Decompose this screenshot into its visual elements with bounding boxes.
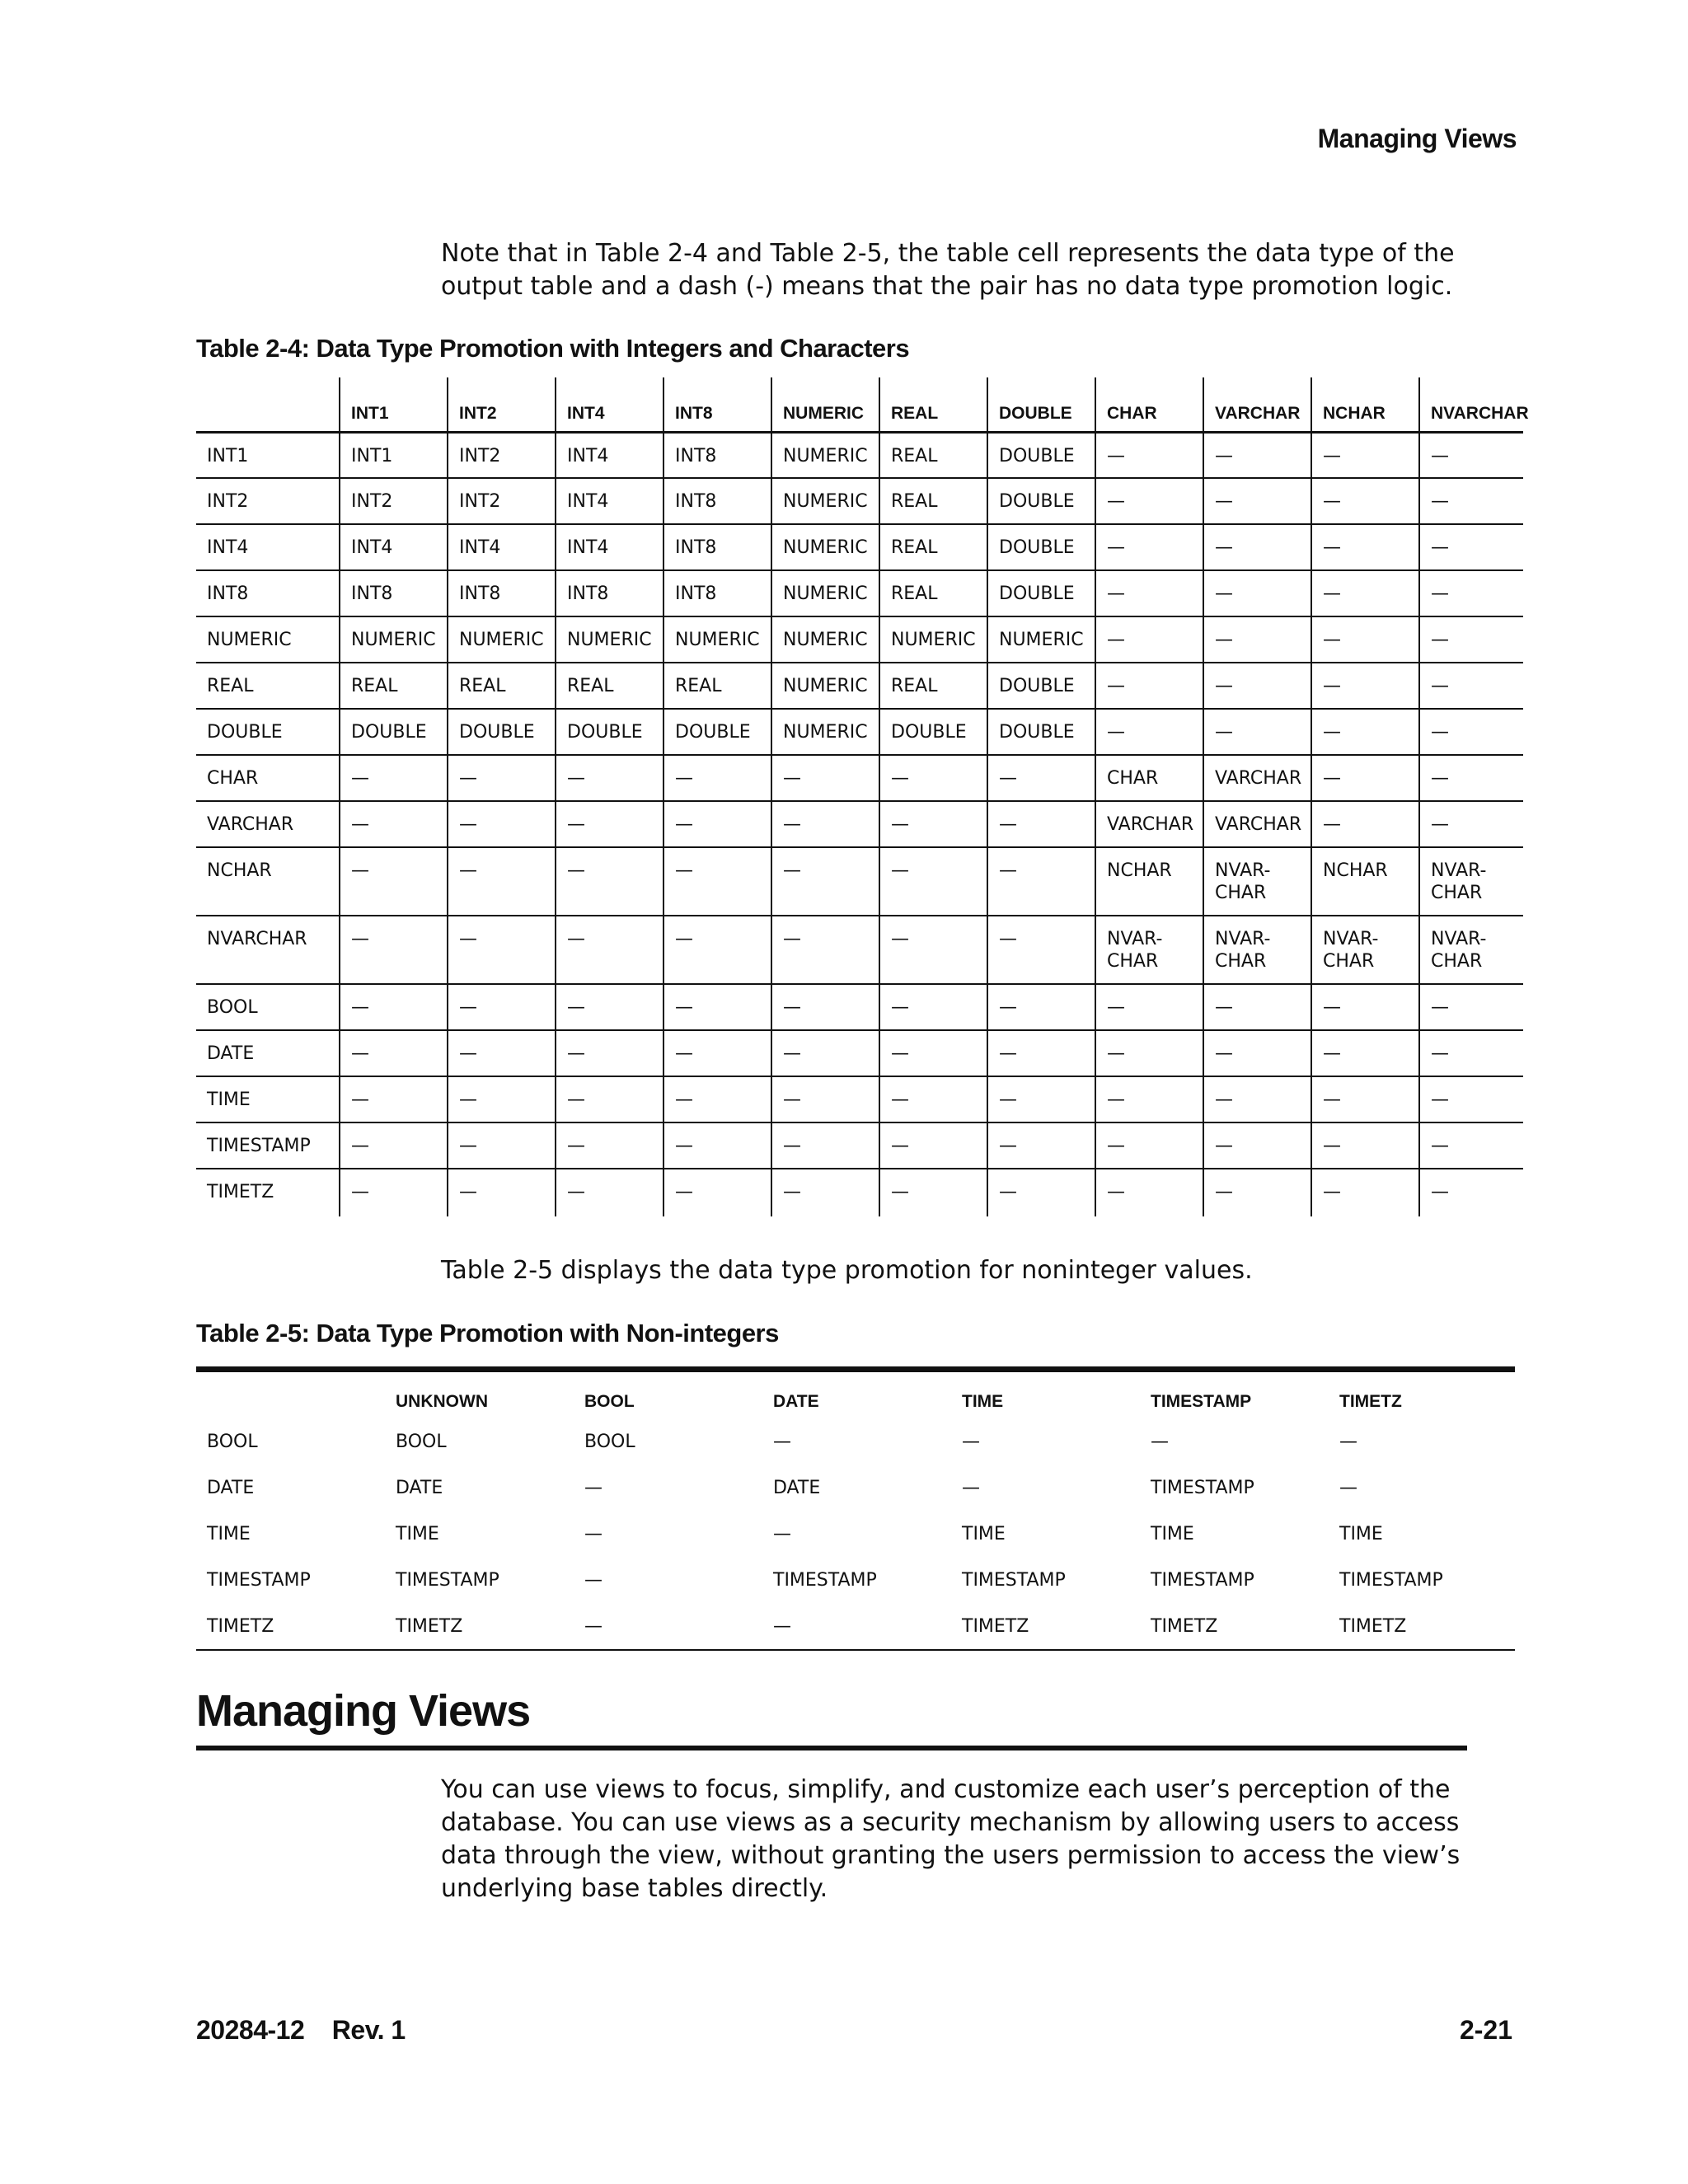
column-header: NCHAR bbox=[1311, 377, 1419, 432]
intro-paragraph: Note that in Table 2-4 and Table 2-5, the table cell represents the data type of the output table and a dash (-) means that the pair has no data type promotion logic. bbox=[441, 239, 1455, 301]
table-cell: — bbox=[879, 755, 987, 801]
table-cell: — bbox=[448, 755, 556, 801]
table-cell: — bbox=[1095, 478, 1203, 524]
table-cell: — bbox=[1419, 801, 1523, 847]
table-cell: DOUBLE bbox=[556, 709, 663, 755]
table-cell: VARCHAR bbox=[1203, 801, 1311, 847]
table-cell: NVAR- CHAR bbox=[1419, 916, 1523, 984]
column-header: TIMESTAMP bbox=[1151, 1392, 1252, 1411]
table-cell: — bbox=[879, 801, 987, 847]
table-2-5 bbox=[196, 1366, 1515, 1651]
table-row bbox=[196, 1465, 1515, 1511]
table-cell: — bbox=[556, 847, 663, 916]
column-header: INT8 bbox=[663, 377, 771, 432]
table-cell: — bbox=[879, 847, 987, 916]
table-cell: DOUBLE bbox=[987, 709, 1095, 755]
table-cell: — bbox=[1151, 1431, 1169, 1452]
table-row bbox=[196, 801, 1523, 847]
table-cell: TIMESTAMP bbox=[773, 1569, 877, 1591]
table-row bbox=[196, 1169, 1523, 1216]
table-cell: — bbox=[556, 1122, 663, 1169]
table-cell: — bbox=[1095, 709, 1203, 755]
table-cell: TIME bbox=[962, 1523, 1006, 1544]
table-cell: — bbox=[1311, 478, 1419, 524]
table-cell: NUMERIC bbox=[556, 616, 663, 663]
section-rule bbox=[196, 1746, 1467, 1750]
table-cell: — bbox=[340, 801, 448, 847]
table-cell: — bbox=[340, 984, 448, 1030]
table-cell: — bbox=[1095, 984, 1203, 1030]
table-cell: INT4 bbox=[556, 524, 663, 570]
table-cell: DOUBLE bbox=[879, 709, 987, 755]
table-cell: REAL bbox=[663, 663, 771, 709]
table-row bbox=[196, 1030, 1523, 1076]
table-cell: INT8 bbox=[663, 570, 771, 616]
table-cell: INT8 bbox=[448, 570, 556, 616]
table-cell: — bbox=[1311, 801, 1419, 847]
column-header: BOOL bbox=[584, 1392, 635, 1411]
column-header: TIMETZ bbox=[1339, 1392, 1402, 1411]
table-cell: — bbox=[663, 1169, 771, 1216]
table-cell: NUMERIC bbox=[340, 616, 448, 663]
table-cell: — bbox=[663, 916, 771, 984]
table-cell: — bbox=[771, 1076, 879, 1122]
table-cell: — bbox=[771, 1169, 879, 1216]
table-cell: — bbox=[584, 1477, 603, 1498]
table-cell: — bbox=[340, 755, 448, 801]
table-cell: — bbox=[879, 1076, 987, 1122]
row-header-cell: TIMESTAMP bbox=[207, 1569, 311, 1591]
running-head: Managing Views bbox=[1317, 124, 1517, 153]
table-cell: — bbox=[663, 1076, 771, 1122]
row-header-cell: VARCHAR bbox=[207, 814, 294, 835]
table-cell: — bbox=[340, 1122, 448, 1169]
table-cell: — bbox=[1203, 616, 1311, 663]
table-cell: INT2 bbox=[448, 478, 556, 524]
table-cell: — bbox=[771, 1122, 879, 1169]
table-cell: — bbox=[987, 916, 1095, 984]
table-cell: INT4 bbox=[340, 524, 448, 570]
table-cell: — bbox=[1203, 663, 1311, 709]
table-cell: DOUBLE bbox=[340, 709, 448, 755]
table-cell: — bbox=[771, 755, 879, 801]
table-cell: REAL bbox=[340, 663, 448, 709]
table-cell: INT8 bbox=[663, 524, 771, 570]
table-cell: — bbox=[556, 1030, 663, 1076]
table-cell: NUMERIC bbox=[771, 709, 879, 755]
column-header: TIME bbox=[962, 1392, 1004, 1411]
table-cell: — bbox=[448, 801, 556, 847]
column-header: DATE bbox=[773, 1392, 819, 1411]
table-cell: — bbox=[1419, 570, 1523, 616]
section-title: Managing Views bbox=[196, 1686, 531, 1736]
table-cell: — bbox=[1419, 616, 1523, 663]
table-cell: — bbox=[340, 1030, 448, 1076]
table-cell: — bbox=[1419, 432, 1523, 478]
table-row bbox=[196, 1604, 1515, 1650]
table-cell: — bbox=[987, 801, 1095, 847]
table-cell: — bbox=[1419, 984, 1523, 1030]
table-cell: VARCHAR bbox=[1095, 801, 1203, 847]
table-cell: REAL bbox=[879, 478, 987, 524]
table-cell: — bbox=[448, 916, 556, 984]
column-header: NVARCHAR bbox=[1419, 377, 1523, 432]
table-cell: INT8 bbox=[663, 432, 771, 478]
row-header-cell: INT1 bbox=[207, 445, 249, 466]
table-cell: INT2 bbox=[340, 478, 448, 524]
table-2-5-body bbox=[196, 1419, 1515, 1650]
table-cell: — bbox=[1203, 478, 1311, 524]
table-row bbox=[196, 847, 1523, 916]
row-header-cell: DATE bbox=[207, 1043, 255, 1064]
table-row bbox=[196, 755, 1523, 801]
column-header: REAL bbox=[879, 377, 987, 432]
row-header-cell: NCHAR bbox=[207, 860, 272, 881]
column-header: DOUBLE bbox=[987, 377, 1095, 432]
table-cell: — bbox=[1311, 432, 1419, 478]
column-header: INT1 bbox=[340, 377, 448, 432]
table-cell: — bbox=[1419, 1030, 1523, 1076]
table-cell: INT8 bbox=[556, 570, 663, 616]
table-cell: — bbox=[987, 1169, 1095, 1216]
footer-doc-number: 20284-12 Rev. 1 bbox=[196, 2015, 406, 2045]
table-cell: — bbox=[1203, 570, 1311, 616]
table-cell: — bbox=[556, 801, 663, 847]
table-cell: TIMESTAMP bbox=[396, 1569, 499, 1591]
footer-page-number: 2-21 bbox=[1459, 2015, 1512, 2045]
table-cell: — bbox=[1311, 663, 1419, 709]
table-cell: — bbox=[1203, 1169, 1311, 1216]
table-cell: INT8 bbox=[663, 478, 771, 524]
column-header: UNKNOWN bbox=[396, 1392, 488, 1411]
table-cell: — bbox=[771, 984, 879, 1030]
table-cell: — bbox=[1339, 1477, 1357, 1498]
table-cell: DOUBLE bbox=[987, 478, 1095, 524]
table-cell: REAL bbox=[879, 524, 987, 570]
table-row bbox=[196, 1076, 1523, 1122]
table-cell: — bbox=[773, 1523, 791, 1544]
row-header-cell: DOUBLE bbox=[207, 722, 283, 743]
table-cell: — bbox=[448, 1169, 556, 1216]
table-cell: — bbox=[987, 1076, 1095, 1122]
table-cell: — bbox=[584, 1615, 603, 1637]
table-cell: DOUBLE bbox=[663, 709, 771, 755]
table-cell: — bbox=[1419, 709, 1523, 755]
table-cell: — bbox=[1095, 1122, 1203, 1169]
column-header: NUMERIC bbox=[771, 377, 879, 432]
row-header-cell: INT8 bbox=[207, 583, 249, 604]
column-header bbox=[196, 377, 340, 432]
table-cell: DOUBLE bbox=[987, 663, 1095, 709]
table-cell: — bbox=[879, 1122, 987, 1169]
table-cell: INT4 bbox=[448, 524, 556, 570]
table-cell: — bbox=[1095, 432, 1203, 478]
table-cell: — bbox=[879, 1030, 987, 1076]
table-row bbox=[196, 1511, 1515, 1558]
table-cell: — bbox=[1311, 570, 1419, 616]
table-cell: — bbox=[448, 1122, 556, 1169]
table-cell: — bbox=[663, 755, 771, 801]
table-cell: — bbox=[663, 1030, 771, 1076]
table-cell: INT8 bbox=[340, 570, 448, 616]
column-header: CHAR bbox=[1095, 377, 1203, 432]
row-header-cell: REAL bbox=[207, 676, 254, 696]
table-cell: — bbox=[962, 1431, 980, 1452]
table-cell: DOUBLE bbox=[448, 709, 556, 755]
table-cell: — bbox=[987, 755, 1095, 801]
table-cell: — bbox=[584, 1523, 603, 1544]
row-header-cell: TIMESTAMP bbox=[207, 1136, 311, 1156]
table-2-4 bbox=[196, 377, 1529, 1216]
row-header-cell: NVARCHAR bbox=[207, 929, 307, 949]
table-cell: — bbox=[1203, 1076, 1311, 1122]
table-cell: DATE bbox=[396, 1477, 443, 1498]
table-2-4-caption: Table 2-4: Data Type Promotion with Integers and Characters bbox=[196, 334, 910, 363]
table-cell: NUMERIC bbox=[663, 616, 771, 663]
table-cell: — bbox=[448, 1030, 556, 1076]
table-cell: — bbox=[987, 1030, 1095, 1076]
table-cell: TIMETZ bbox=[962, 1615, 1029, 1637]
column-header: INT4 bbox=[556, 377, 663, 432]
table-cell: NUMERIC bbox=[771, 432, 879, 478]
table-row bbox=[196, 916, 1523, 984]
table-2-5-header-row bbox=[196, 1370, 1515, 1419]
table-cell: NCHAR bbox=[1095, 847, 1203, 916]
table-cell: — bbox=[663, 984, 771, 1030]
table-cell: — bbox=[1419, 1076, 1523, 1122]
table-cell: — bbox=[1311, 524, 1419, 570]
table-cell: — bbox=[556, 984, 663, 1030]
table-cell: REAL bbox=[556, 663, 663, 709]
table-row bbox=[196, 663, 1523, 709]
table-cell: — bbox=[1203, 1030, 1311, 1076]
table-cell: TIME bbox=[396, 1523, 439, 1544]
table-cell: NUMERIC bbox=[771, 616, 879, 663]
table-cell: — bbox=[773, 1431, 791, 1452]
table-cell: — bbox=[556, 1169, 663, 1216]
table-cell: BOOL bbox=[396, 1431, 447, 1452]
row-header-cell: INT2 bbox=[207, 491, 249, 512]
table-cell: — bbox=[771, 916, 879, 984]
table-cell: BOOL bbox=[584, 1431, 635, 1452]
table-cell: — bbox=[1311, 1169, 1419, 1216]
table-cell: — bbox=[1203, 984, 1311, 1030]
column-header: VARCHAR bbox=[1203, 377, 1311, 432]
table-cell: — bbox=[556, 755, 663, 801]
table-cell: — bbox=[1311, 984, 1419, 1030]
table-cell: — bbox=[1203, 709, 1311, 755]
table-row bbox=[196, 524, 1523, 570]
row-header-cell: TIMETZ bbox=[207, 1182, 274, 1202]
table-cell: NUMERIC bbox=[987, 616, 1095, 663]
table-cell: — bbox=[1419, 1169, 1523, 1216]
table-cell: — bbox=[879, 1169, 987, 1216]
table-cell: NVAR- CHAR bbox=[1419, 847, 1523, 916]
table-cell: — bbox=[1311, 1076, 1419, 1122]
table-row bbox=[196, 432, 1523, 478]
table-cell: INT1 bbox=[340, 432, 448, 478]
table-cell: — bbox=[340, 916, 448, 984]
table-cell: — bbox=[1311, 709, 1419, 755]
table-cell: — bbox=[771, 847, 879, 916]
table-cell: NVAR- CHAR bbox=[1203, 847, 1311, 916]
table-cell: INT2 bbox=[448, 432, 556, 478]
table-cell: — bbox=[340, 1169, 448, 1216]
table-cell: NUMERIC bbox=[771, 524, 879, 570]
table-cell: TIMESTAMP bbox=[962, 1569, 1066, 1591]
table-cell: DOUBLE bbox=[987, 432, 1095, 478]
table-2-4-body bbox=[196, 432, 1523, 1216]
table-cell: — bbox=[1095, 1030, 1203, 1076]
table-cell: — bbox=[987, 984, 1095, 1030]
table-cell: REAL bbox=[879, 432, 987, 478]
table-cell: — bbox=[448, 984, 556, 1030]
table-cell: TIME bbox=[1339, 1523, 1383, 1544]
row-header-cell: DATE bbox=[207, 1477, 255, 1498]
table-cell: — bbox=[879, 984, 987, 1030]
table-cell: TIMESTAMP bbox=[1151, 1569, 1254, 1591]
section-paragraph: You can use views to focus, simplify, and customize each user’s perception of the database. You can use views as a security mechanism by allowing users to access data through the view, without granting the users permission to access the view’s underlying base tables directly. bbox=[441, 1775, 1461, 1903]
table-cell: — bbox=[663, 847, 771, 916]
table-cell: — bbox=[1311, 1122, 1419, 1169]
table-cell: TIMESTAMP bbox=[1151, 1477, 1254, 1498]
table-cell: — bbox=[1339, 1431, 1357, 1452]
table-cell: TIMETZ bbox=[1339, 1615, 1407, 1637]
row-header-cell: CHAR bbox=[207, 768, 259, 789]
table-row bbox=[196, 984, 1523, 1030]
table-cell: — bbox=[1095, 663, 1203, 709]
row-header-cell: BOOL bbox=[207, 997, 258, 1018]
table-row bbox=[196, 570, 1523, 616]
table-cell: — bbox=[1095, 1169, 1203, 1216]
table-cell: NVAR- CHAR bbox=[1095, 916, 1203, 984]
table-cell: — bbox=[448, 847, 556, 916]
table-cell: — bbox=[987, 1122, 1095, 1169]
table-cell: DOUBLE bbox=[987, 524, 1095, 570]
table-cell: — bbox=[448, 1076, 556, 1122]
table-row bbox=[196, 478, 1523, 524]
table-cell: — bbox=[1203, 1122, 1311, 1169]
table-cell: NVAR- CHAR bbox=[1203, 916, 1311, 984]
column-header: INT2 bbox=[448, 377, 556, 432]
table-row bbox=[196, 616, 1523, 663]
table-cell: — bbox=[879, 916, 987, 984]
table-cell: DOUBLE bbox=[987, 570, 1095, 616]
table-cell: INT4 bbox=[556, 432, 663, 478]
table-cell: — bbox=[1203, 524, 1311, 570]
table-cell: — bbox=[1095, 1076, 1203, 1122]
table-row bbox=[196, 709, 1523, 755]
row-header-cell: INT4 bbox=[207, 537, 249, 558]
table-cell: REAL bbox=[879, 570, 987, 616]
table-cell: TIMESTAMP bbox=[1339, 1569, 1443, 1591]
table-cell: NCHAR bbox=[1311, 847, 1419, 916]
table-cell: — bbox=[584, 1569, 603, 1591]
row-header-cell: BOOL bbox=[207, 1431, 258, 1452]
table-row bbox=[196, 1558, 1515, 1604]
table-cell: REAL bbox=[448, 663, 556, 709]
table-cell: — bbox=[962, 1477, 980, 1498]
table-cell: — bbox=[340, 847, 448, 916]
table-cell: VARCHAR bbox=[1203, 755, 1311, 801]
table-cell: — bbox=[1095, 616, 1203, 663]
table-cell: — bbox=[1419, 478, 1523, 524]
table-cell: — bbox=[771, 1030, 879, 1076]
table-cell: CHAR bbox=[1095, 755, 1203, 801]
table-cell: NUMERIC bbox=[448, 616, 556, 663]
table-cell: — bbox=[1419, 1122, 1523, 1169]
table-row bbox=[196, 1419, 1515, 1465]
table-cell: — bbox=[1311, 1030, 1419, 1076]
table-cell: — bbox=[663, 1122, 771, 1169]
table-cell: — bbox=[1095, 524, 1203, 570]
table-cell: — bbox=[1311, 616, 1419, 663]
table-2-4-header-row bbox=[196, 377, 1523, 432]
table-cell: DATE bbox=[773, 1477, 821, 1498]
table-cell: — bbox=[1311, 755, 1419, 801]
table-2-5-caption: Table 2-5: Data Type Promotion with Non-integers bbox=[196, 1319, 779, 1347]
table-cell: TIMETZ bbox=[1151, 1615, 1218, 1637]
between-paragraph: Table 2-5 displays the data type promotion for noninteger values. bbox=[441, 1256, 1253, 1285]
table-cell: INT4 bbox=[556, 478, 663, 524]
table-cell: — bbox=[663, 801, 771, 847]
table-cell: — bbox=[556, 916, 663, 984]
table-cell: — bbox=[773, 1615, 791, 1637]
table-cell: NUMERIC bbox=[771, 570, 879, 616]
table-row bbox=[196, 1122, 1523, 1169]
table-cell: — bbox=[771, 801, 879, 847]
table-cell: — bbox=[1095, 570, 1203, 616]
table-cell: — bbox=[1203, 432, 1311, 478]
row-header-cell: TIMETZ bbox=[207, 1615, 274, 1637]
table-cell: NUMERIC bbox=[771, 478, 879, 524]
table-cell: — bbox=[1419, 663, 1523, 709]
table-cell: — bbox=[340, 1076, 448, 1122]
row-header-cell: TIME bbox=[207, 1090, 251, 1110]
column-header bbox=[196, 1370, 385, 1419]
table-cell: REAL bbox=[879, 663, 987, 709]
table-cell: NUMERIC bbox=[771, 663, 879, 709]
table-cell: NUMERIC bbox=[879, 616, 987, 663]
table-cell: — bbox=[1419, 524, 1523, 570]
row-header-cell: TIME bbox=[207, 1523, 251, 1544]
row-header-cell: NUMERIC bbox=[207, 630, 292, 650]
table-cell: — bbox=[1419, 755, 1523, 801]
table-cell: — bbox=[987, 847, 1095, 916]
table-cell: NVAR- CHAR bbox=[1311, 916, 1419, 984]
table-cell: — bbox=[556, 1076, 663, 1122]
table-cell: TIME bbox=[1151, 1523, 1194, 1544]
table-cell: TIMETZ bbox=[396, 1615, 463, 1637]
